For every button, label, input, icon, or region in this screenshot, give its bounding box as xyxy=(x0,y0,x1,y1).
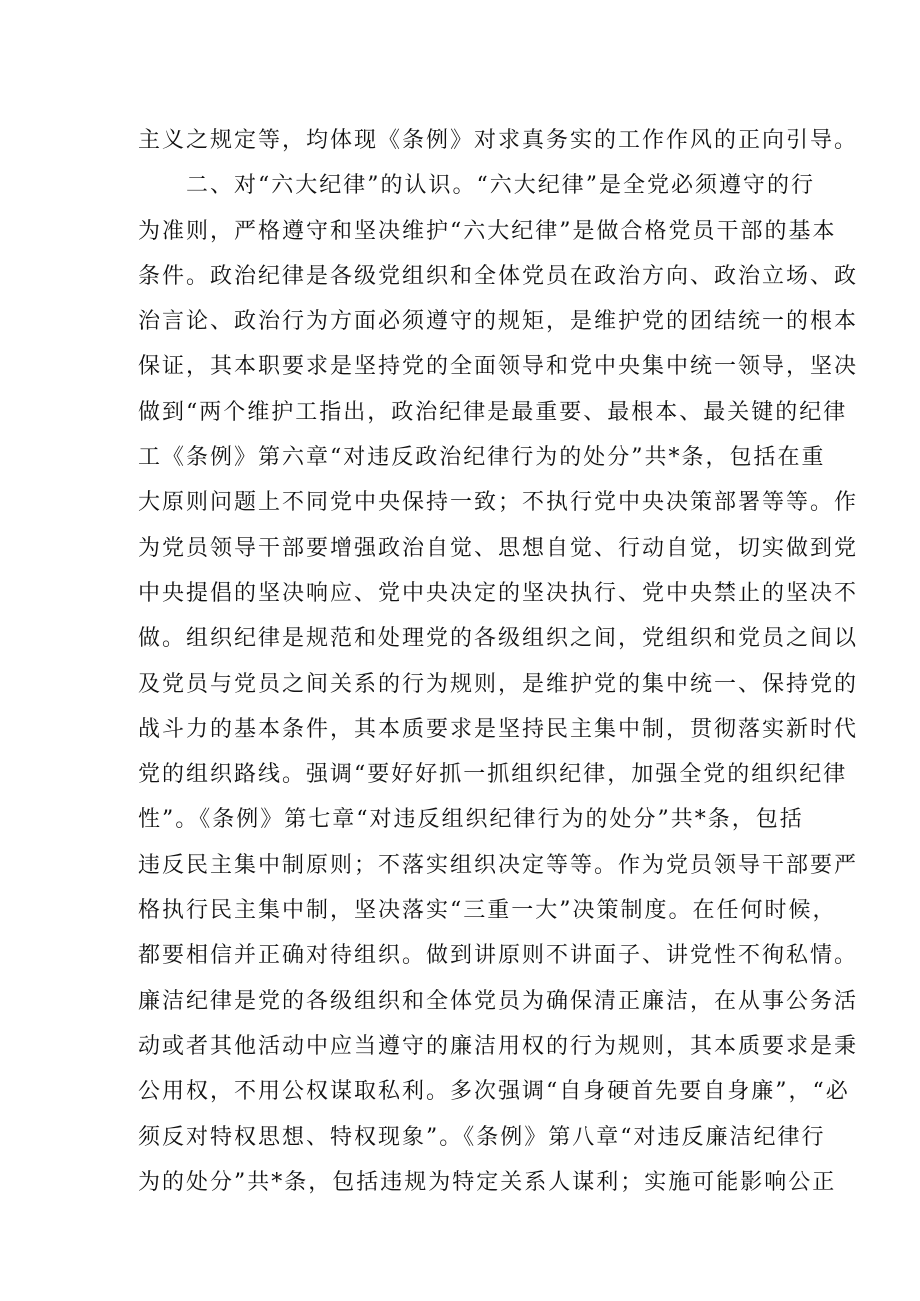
text-line: 为准则，严格遵守和坚决维护“六大纪律”是做合格党员干部的基本 xyxy=(138,218,837,244)
text-line: 违反民主集中制原则；不落实组织决定等等。作为党员领导干部要严 xyxy=(138,852,859,878)
text-line: 中央提倡的坚决响应、党中央决定的坚决执行、党中央禁止的坚决不 xyxy=(138,580,859,606)
text-line: 廉洁纪律是党的各级组织和全体党员为确保清正廉洁，在从事公务活 xyxy=(138,988,859,1014)
text-line: 及党员与党员之间关系的行为规则，是维护党的集中统一、保持党的 xyxy=(138,671,859,697)
text-line: 工《条例》第六章“对违反政治纪律行为的处分”共*条，包括在重 xyxy=(138,445,826,471)
text-line: 格执行民主集中制，坚决落实“三重一大”决策制度。在任何时候， xyxy=(138,898,837,924)
text-line: 保证，其本职要求是坚持党的全面领导和党中央集中统一领导，坚决 xyxy=(138,354,859,380)
text-line: 性”。《条例》第七章“对违反组织纪律行为的处分”共*条，包括 xyxy=(138,807,804,833)
text-line: 做到“两个维护工指出，政治纪律是最重要、最根本、最关键的纪律 xyxy=(138,399,848,425)
text-line: 须反对特权思想、特权现象”。《条例》第八章“对违反廉洁纪律行 xyxy=(138,1124,826,1150)
body-text xyxy=(138,118,859,1205)
text-line: 为的处分”共*条，包括违规为特定关系人谋利；实施可能影响公正 xyxy=(138,1169,837,1195)
text-line: 为党员领导干部要增强政治自觉、思想自觉、行动自觉，切实做到党 xyxy=(138,535,859,561)
text-line-section-heading: 二、对“六大纪律”的认识。“六大纪律”是全党必须遵守的行 xyxy=(186,173,815,199)
text-line: 战斗力的基本条件，其本质要求是坚持民主集中制，贯彻落实新时代 xyxy=(138,716,859,742)
text-line: 条件。政治纪律是各级党组织和全体党员在政治方向、政治立场、政 xyxy=(138,263,859,289)
text-line: 做。组织纪律是规范和处理党的各级组织之间，党组织和党员之间以 xyxy=(138,626,859,652)
text-line: 动或者其他活动中应当遵守的廉洁用权的行为规则，其本质要求是秉 xyxy=(138,1033,859,1059)
text-line: 都要相信并正确对待组织。做到讲原则不讲面子、讲党性不徇私情。 xyxy=(138,943,859,969)
text-line: 党的组织路线。强调“要好好抓一抓组织纪律，加强全党的组织纪律 xyxy=(138,762,848,788)
text-line: 大原则问题上不同党中央保持一致；不执行党中央决策部署等等。作 xyxy=(138,490,859,516)
text-line: 治言论、政治行为方面必须遵守的规矩，是维护党的团结统一的根本 xyxy=(138,309,859,335)
text-line: 公用权，不用公权谋取私利。多次强调“自身硬首先要自身廉”，“必 xyxy=(138,1079,850,1105)
text-line: 主义之规定等，均体现《条例》对求真务实的工作作风的正向引导。 xyxy=(138,128,859,153)
